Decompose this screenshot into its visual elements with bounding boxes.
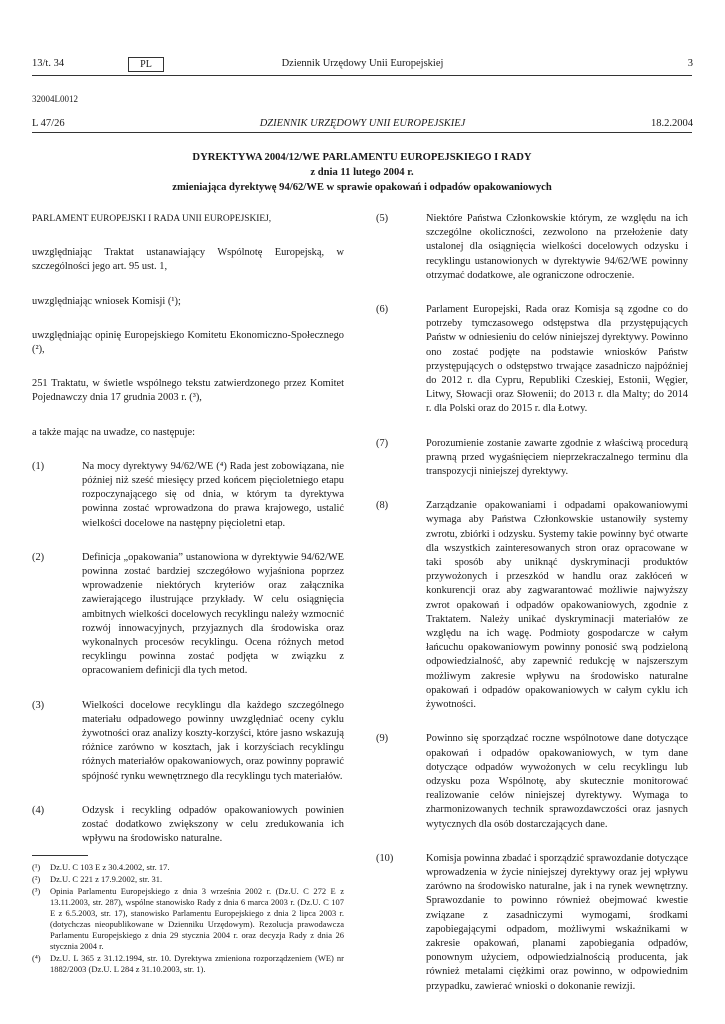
footnote-text: Dz.U. L 365 z 31.12.1994, str. 10. Dyrektywa zmieniona rozporządzeniem (WE) nr 1882/2003 (Dz.U. L 284 z 31.10.2003, str. 1). — [50, 952, 344, 974]
recital-number: (4) — [32, 804, 45, 816]
recital-text: Porozumienie zostanie zawarte zgodnie z właściwą procedurą prawną przed wygaśnięciem nieprzekraczalnego terminu dla transpozycji niniejszej dyrektywy. — [426, 437, 688, 478]
footnote-number: (¹) — [32, 861, 41, 872]
page-number: 3 — [687, 58, 693, 69]
recital-text: Wielkości docelowe recyklingu dla każdego szczególnego materiału odpadowego powinny uwzględniać oceny cyklu żywotności oraz analizy koszty-korzyści, które jasno wskazują różnice zarówno w kosztach, jak i korzyściach recyklingu różnych materiałów opakowaniowych, oraz powinny poprawić spójność rynku wewnętrznego dla recyklingu tych materiałów. — [82, 699, 344, 782]
recital — [376, 437, 688, 480]
footnote-number: (³) — [32, 885, 41, 896]
recital-text: Definicja „opakowania” ustanowiona w dyrektywie 94/62/WE powinna zostać bardziej szczegółowo wyjaśniona poprzez wprowadzenie niektórych kryteriów oraz załącznika zawierającego ilustrujące przykłady. W celu osiągnięcia ambitnych wielkości docelowych recyklingu należy wzmocnić rozwój innowacyjnych, przyjaznych dla środowiska oraz wykonalnych procesów recyklingu. Ocena różnych metod recyklingu powinna zostać podjęta w związku z opracowaniem definicji dla tych metod. — [82, 551, 344, 677]
preamble-citation: uwzględniając wniosek Komisji (¹); — [32, 295, 181, 307]
recital-number: (5) — [376, 213, 389, 224]
footnote-number: (⁴) — [32, 952, 41, 963]
directive-title — [32, 150, 692, 195]
recital-text: Niektóre Państwa Członkowskie którym, ze względu na ich szczególne okoliczności, zezwolono na przełożenie daty ustalonej dla osiągnięcia wielkości docelowych odzysku i recyklingu ustanowionych w dyrektywie 94/62/WE powinny otrzymać dodatkowe, ale ograniczone odroczenie. — [426, 213, 688, 281]
recital-number: (3) — [32, 699, 45, 711]
preamble-citation: 251 Traktatu, w świetle wspólnego tekstu zatwierdzonego przez Komitet Pojednawczy dnia 17 grudnia 2003 r. (³), — [32, 378, 344, 404]
recital — [32, 699, 344, 784]
footnote-rule — [32, 855, 88, 856]
recital-number: (9) — [376, 733, 389, 745]
recital-text: Komisja powinna zbadać i sporządzić sprawozdanie dotyczące wprowadzenia w życie niniejszej dyrektywy oraz jej wpływu zarówno na środowisko naturalne, jak i na rynek wewnętrzny. Sprawozdanie to powinno również obejmować kwestie związane z zasadniczymi wymogami, środkami zapobiegającymi odpadom, możliwymi wskaźnikami w zakresie opakowań, planami zapobiegania odpadów, ponownym użyciem, odpowiedzialnością producenta, jak również metalami ciężkimi oraz powinno, w odpowiednim przypadku, zawierać wnioski o dokonanie rewizji. — [426, 852, 688, 992]
recital-text: Odzysk i recykling odpadów opakowaniowych powinien zostać dodatkowo zwiększony w celu zredukowania ich wpływu na środowisko naturalne. — [82, 804, 344, 845]
recital — [376, 852, 688, 994]
title-line-3: zmieniająca dyrektywę 94/62/WE w sprawie opakowań i odpadów opakowaniowych — [172, 182, 552, 193]
language-badge: PL — [128, 57, 164, 72]
left-column — [32, 212, 344, 976]
preamble-citation: uwzględniając Traktat ustanawiający Wspólnotę Europejską, w szczególności jego art. 95 ust. 1, — [32, 247, 344, 273]
recital-text: Powinno się sporządzać roczne wspólnotowe dane dotyczące opakowań i odpadów opakowaniowych, w tym dane dotyczące odpadów wywożonych w celu recyklingu lub odzysku poza Wspólnotę, aby skutecznie monitorować realizowanie celów niniejszej dyrektywy. Wymaga to zharmonizowanych technik sprawozdawczości oraz jasnych wytycznych dla osób dostarczających dane. — [426, 733, 688, 830]
recital-number: (10) — [376, 852, 394, 864]
original-ref: L 47/26 — [32, 118, 65, 129]
recital-text: Parlament Europejski, Rada oraz Komisja są zgodne co do potrzeby tymczasowego odstępstwa dla przystępujących Państw w odniesieniu do celów niniejszej dyrektywy. Powinno ono zostać podjęte na podstawie wniosków Państw przystępujących o odstępstwo trwające zasadniczo najpóźniej do 2012 r. dla Cypru, Republiki Czeskiej, Estonii, Węgier, Litwy, Słowacji oraz Słowenii; do 2013 r. dla Malty; do 2014 r. dla Polski oraz do 2015 r. dla Łotwy. — [426, 304, 688, 415]
recital — [376, 499, 688, 712]
footnote-text: Dz.U. C 103 E z 30.4.2002, str. 17. — [50, 861, 170, 872]
preamble-parties: PARLAMENT EUROPEJSKI I RADA UNII EUROPEJSKIEJ, — [32, 214, 272, 224]
original-header-rule — [32, 132, 692, 133]
recital — [32, 551, 344, 679]
recital-number: (2) — [32, 551, 45, 563]
footnote-text: Dz.U. C 221 z 17.9.2002, str. 31. — [50, 873, 163, 884]
header-rule — [32, 75, 692, 76]
footnote — [32, 953, 344, 975]
journal-title: Dziennik Urzędowy Unii Europejskiej — [281, 58, 444, 69]
recital-number: (6) — [376, 304, 389, 316]
recital-number: (7) — [376, 437, 389, 449]
recital-text: Na mocy dyrektywy 94/62/WE (⁴) Rada jest zobowiązana, nie później niż sześć miesięcy przed końcem pięcioletniego etapu rozpoczynającego się od dnia, w którym ta dyrektywa powinna zostać wprowadzona do prawa krajowego, ustalić wielkości docelowe na następny pięcioletni etap. — [82, 460, 344, 529]
page-ref: 13/t. 34 — [32, 58, 65, 69]
recital-text: Zarządzanie opakowaniami i odpadami opakowaniowymi wymaga aby Państwa Członkowskie ustanowiły systemy zwrotu, zbiórki i odzysku. Systemy takie powinny być otwarte dla wszystkich zainteresowanych stron oraz opracowane w taki sposób aby uniknąć dyskryminacji produktów przywożonych i przeszkód w handlu oraz zakłóceń w konkurencji oraz aby zagwarantować możliwie najwyższy zwrot opakowań i odpadów opakowaniowych, zgodnie z Traktatem. Należy unikać dyskryminacji materiałów ze względu na ich wagę. Podmioty gospodarcze w całym łańcuchu opakowaniowym powinny ponosić swą podzieloną odpowiedzialność, aby zapewnić redukcję w najszerszym możliwym zakresie wpływu na środowisko naturalne opakowań i odpadów opakowaniowych w całym cyklu ich żywotności. — [426, 500, 688, 711]
recital — [32, 460, 344, 531]
preamble-citation: uwzględniając opinię Europejskiego Komitetu Ekonomiczno-Społecznego (²), — [32, 329, 344, 356]
recital — [32, 804, 344, 847]
original-date: 18.2.2004 — [651, 118, 693, 129]
title-line-2: z dnia 11 lutego 2004 r. — [310, 167, 414, 178]
footnote — [32, 886, 344, 952]
footnote-text: Opinia Parlamentu Europejskiego z dnia 3 września 2002 r. (Dz.U. C 272 E z 13.11.2003, str. 287), wspólne stanowisko Rady z dnia 6 marca 2003 r. (Dz.U. C 107 E z 6.5.2003, str. 17), stanowisko Parlamentu Europejskiego z dnia 2 lipca 2003 r. (dotychczas nieopublikowane w Dzienniku Urzędowym). Rezolucja prawodawcza Parlamentu Europejskiego z dnia 29 stycznia 2004 r. oraz decyzja Rady z dnia 26 stycznia 2004 r. — [50, 885, 344, 951]
right-column — [376, 212, 688, 994]
recital-number: (8) — [376, 500, 389, 512]
title-line-1: DYREKTYWA 2004/12/WE PARLAMENTU EUROPEJSKIEGO I RADY — [192, 152, 532, 163]
recital — [376, 732, 688, 831]
recital — [376, 303, 688, 417]
recital-number: (1) — [32, 460, 45, 472]
footnote — [32, 874, 344, 885]
original-journal-title: DZIENNIK URZĘDOWY UNII EUROPEJSKIEJ — [259, 118, 466, 129]
recital — [376, 212, 688, 283]
preamble-whereas: a także mając na uwadze, co następuje: — [32, 426, 195, 438]
document-number: 32004L0012 — [32, 94, 78, 104]
footnote — [32, 862, 344, 873]
footnote-number: (²) — [32, 873, 41, 884]
